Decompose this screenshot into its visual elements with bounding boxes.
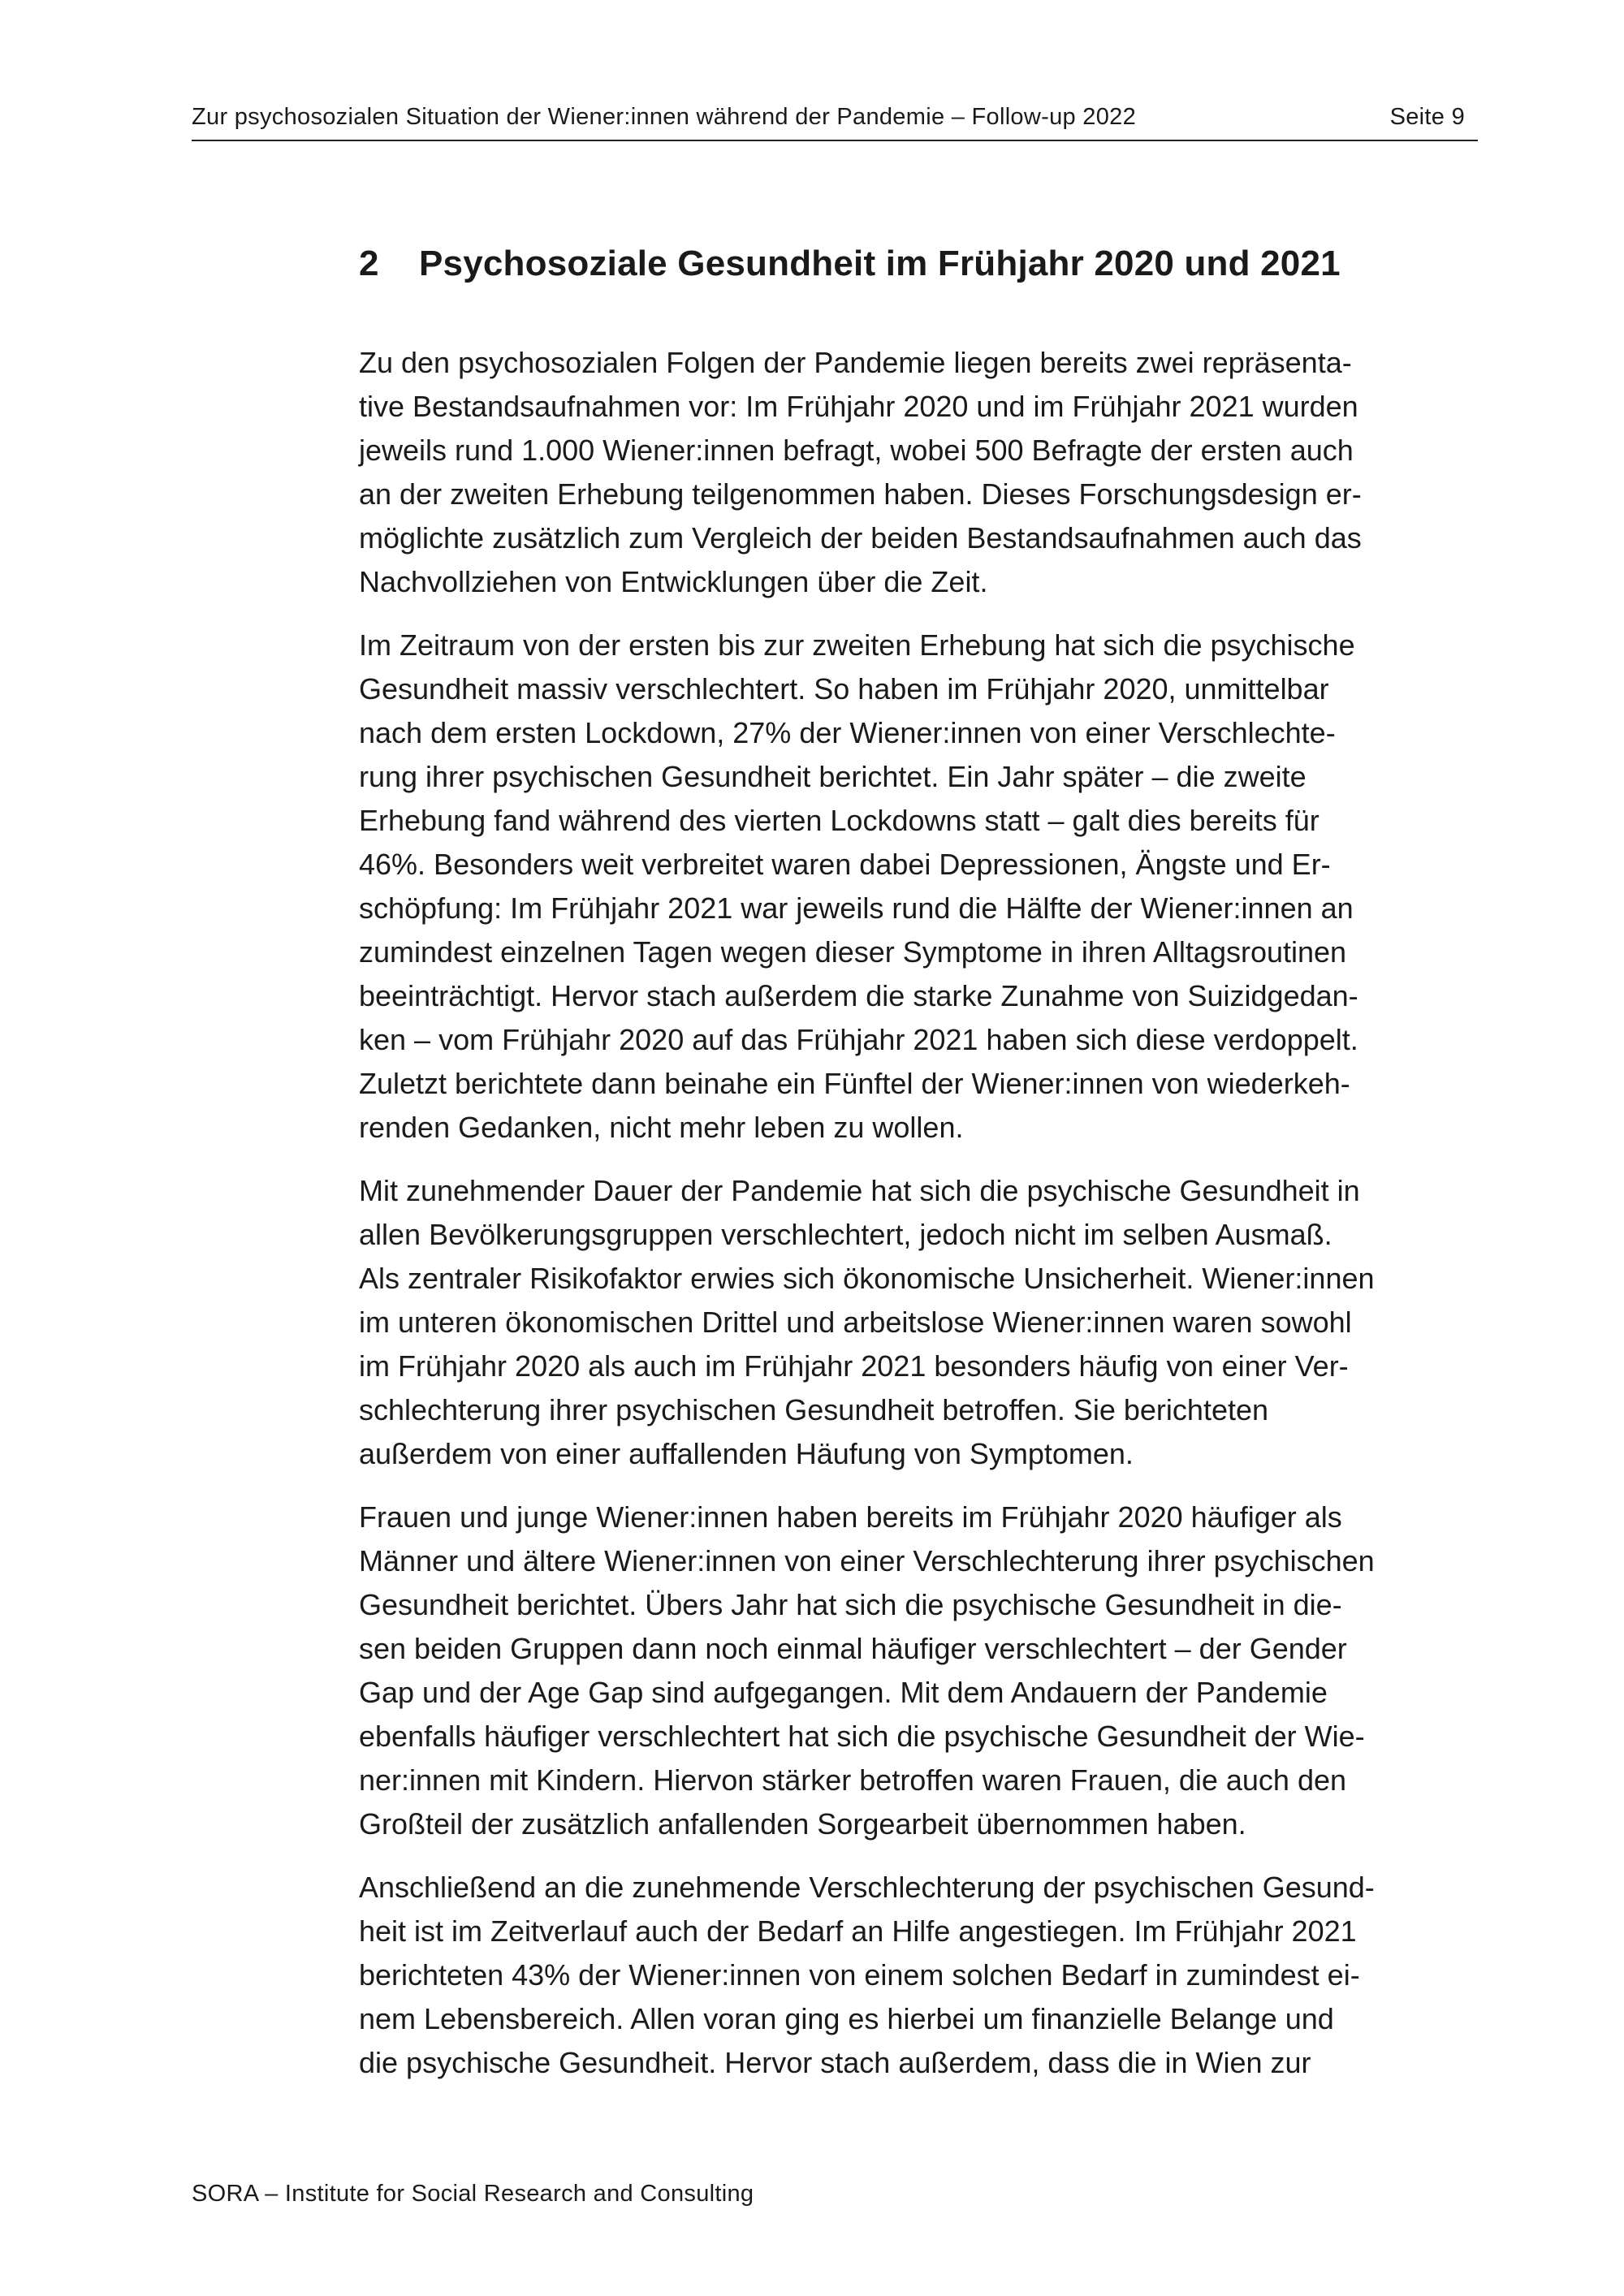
text-line: tive Bestandsaufnahmen vor: Im Frühjahr 2020 und im Frühjahr 2021 wurden xyxy=(359,390,1358,423)
text-line: heit ist im Zeitverlauf auch der Bedarf an Hilfe angestiegen. Im Frühjahr 2021 xyxy=(359,1914,1357,1948)
text-line: Als zentraler Risikofaktor erwies sich ökonomische Unsicherheit. Wiener:innen xyxy=(359,1262,1375,1295)
page-footer: SORA – Institute for Social Research and Consulting xyxy=(192,2181,754,2207)
paragraph xyxy=(359,341,1483,604)
paragraph xyxy=(359,1866,1483,2085)
page-number: Seite 9 xyxy=(1389,104,1465,130)
text-line: Frauen und junge Wiener:innen haben bereits im Frühjahr 2020 häufiger als xyxy=(359,1500,1342,1534)
text-line: ner:innen mit Kindern. Hiervon stärker betroffen waren Frauen, die auch den xyxy=(359,1763,1347,1797)
section-title: Psychosoziale Gesundheit im Frühjahr 2020 und 2021 xyxy=(419,244,1341,283)
text-line: renden Gedanken, nicht mehr leben zu wollen. xyxy=(359,1111,964,1144)
paragraph xyxy=(359,624,1483,1150)
text-line: 46%. Besonders weit verbreitet waren dabei Depressionen, Ängste und Er- xyxy=(359,848,1331,881)
text-line: berichteten 43% der Wiener:innen von einem solchen Bedarf in zumindest ei- xyxy=(359,1958,1360,1992)
text-line: zumindest einzelnen Tagen wegen dieser Symptome in ihren Alltagsroutinen xyxy=(359,935,1347,969)
text-line: im unteren ökonomischen Drittel und arbeitslose Wiener:innen waren sowohl xyxy=(359,1306,1352,1339)
paragraph xyxy=(359,1495,1483,1846)
text-line: Nachvollziehen von Entwicklungen über die Zeit. xyxy=(359,565,988,598)
text-line: Gesundheit massiv verschlechtert. So haben im Frühjahr 2020, unmittelbar xyxy=(359,672,1329,706)
text-line: die psychische Gesundheit. Hervor stach außerdem, dass die in Wien zur xyxy=(359,2046,1311,2079)
text-line: Zuletzt berichtete dann beinahe ein Fünftel der Wiener:innen von wiederkeh- xyxy=(359,1067,1350,1100)
text-line: schöpfung: Im Frühjahr 2021 war jeweils rund die Hälfte der Wiener:innen an xyxy=(359,891,1354,925)
text-line: im Frühjahr 2020 als auch im Frühjahr 2021 besonders häufig von einer Ver- xyxy=(359,1349,1349,1383)
text-line: Großteil der zusätzlich anfallenden Sorgearbeit übernommen haben. xyxy=(359,1807,1246,1841)
text-line: beeinträchtigt. Hervor stach außerdem die starke Zunahme von Suizidgedan- xyxy=(359,979,1358,1012)
text-line: Mit zunehmender Dauer der Pandemie hat sich die psychische Gesundheit in xyxy=(359,1174,1360,1207)
text-line: schlechterung ihrer psychischen Gesundheit betroffen. Sie berichteten xyxy=(359,1393,1269,1426)
body-text xyxy=(359,341,1483,2104)
running-header-title: Zur psychosozialen Situation der Wiener:innen während der Pandemie – Follow-up 2022 xyxy=(192,104,1136,130)
text-line: sen beiden Gruppen dann noch einmal häufiger verschlechtert – der Gender xyxy=(359,1632,1347,1665)
text-line: Männer und ältere Wiener:innen von einer Verschlechterung ihrer psychischen xyxy=(359,1544,1375,1577)
text-line: ebenfalls häufiger verschlechtert hat sich die psychische Gesundheit der Wie- xyxy=(359,1720,1365,1753)
page-header xyxy=(192,101,1478,141)
text-line: nach dem ersten Lockdown, 27% der Wiener:innen von einer Verschlechte- xyxy=(359,716,1336,749)
text-line: allen Bevölkerungsgruppen verschlechtert, jedoch nicht im selben Ausmaß. xyxy=(359,1218,1332,1251)
text-line: rung ihrer psychischen Gesundheit berichtet. Ein Jahr später – die zweite xyxy=(359,760,1307,793)
paragraph xyxy=(359,1169,1483,1476)
text-line: Gap und der Age Gap sind aufgegangen. Mit dem Andauern der Pandemie xyxy=(359,1676,1328,1709)
text-line: an der zweiten Erhebung teilgenommen haben. Dieses Forschungsdesign er- xyxy=(359,477,1362,511)
section-number: 2 xyxy=(359,244,379,283)
text-line: Im Zeitraum von der ersten bis zur zweiten Erhebung hat sich die psychische xyxy=(359,628,1355,662)
section-heading xyxy=(359,244,1341,284)
text-line: möglichte zusätzlich zum Vergleich der beiden Bestandsaufnahmen auch das xyxy=(359,521,1362,555)
text-line: ken – vom Frühjahr 2020 auf das Frühjahr 2021 haben sich diese verdoppelt. xyxy=(359,1023,1358,1056)
text-line: außerdem von einer auffallenden Häufung von Symptomen. xyxy=(359,1437,1134,1470)
text-line: Gesundheit berichtet. Übers Jahr hat sich die psychische Gesundheit in die- xyxy=(359,1588,1342,1621)
text-line: nem Lebensbereich. Allen voran ging es hierbei um finanzielle Belange und xyxy=(359,2002,1334,2035)
text-line: Erhebung fand während des vierten Lockdowns statt – galt dies bereits für xyxy=(359,804,1320,837)
text-line: Zu den psychosozialen Folgen der Pandemie liegen bereits zwei repräsenta- xyxy=(359,346,1352,379)
text-line: jeweils rund 1.000 Wiener:innen befragt, wobei 500 Befragte der ersten auch xyxy=(359,434,1354,467)
text-line: Anschließend an die zunehmende Verschlechterung der psychischen Gesund- xyxy=(359,1871,1375,1904)
